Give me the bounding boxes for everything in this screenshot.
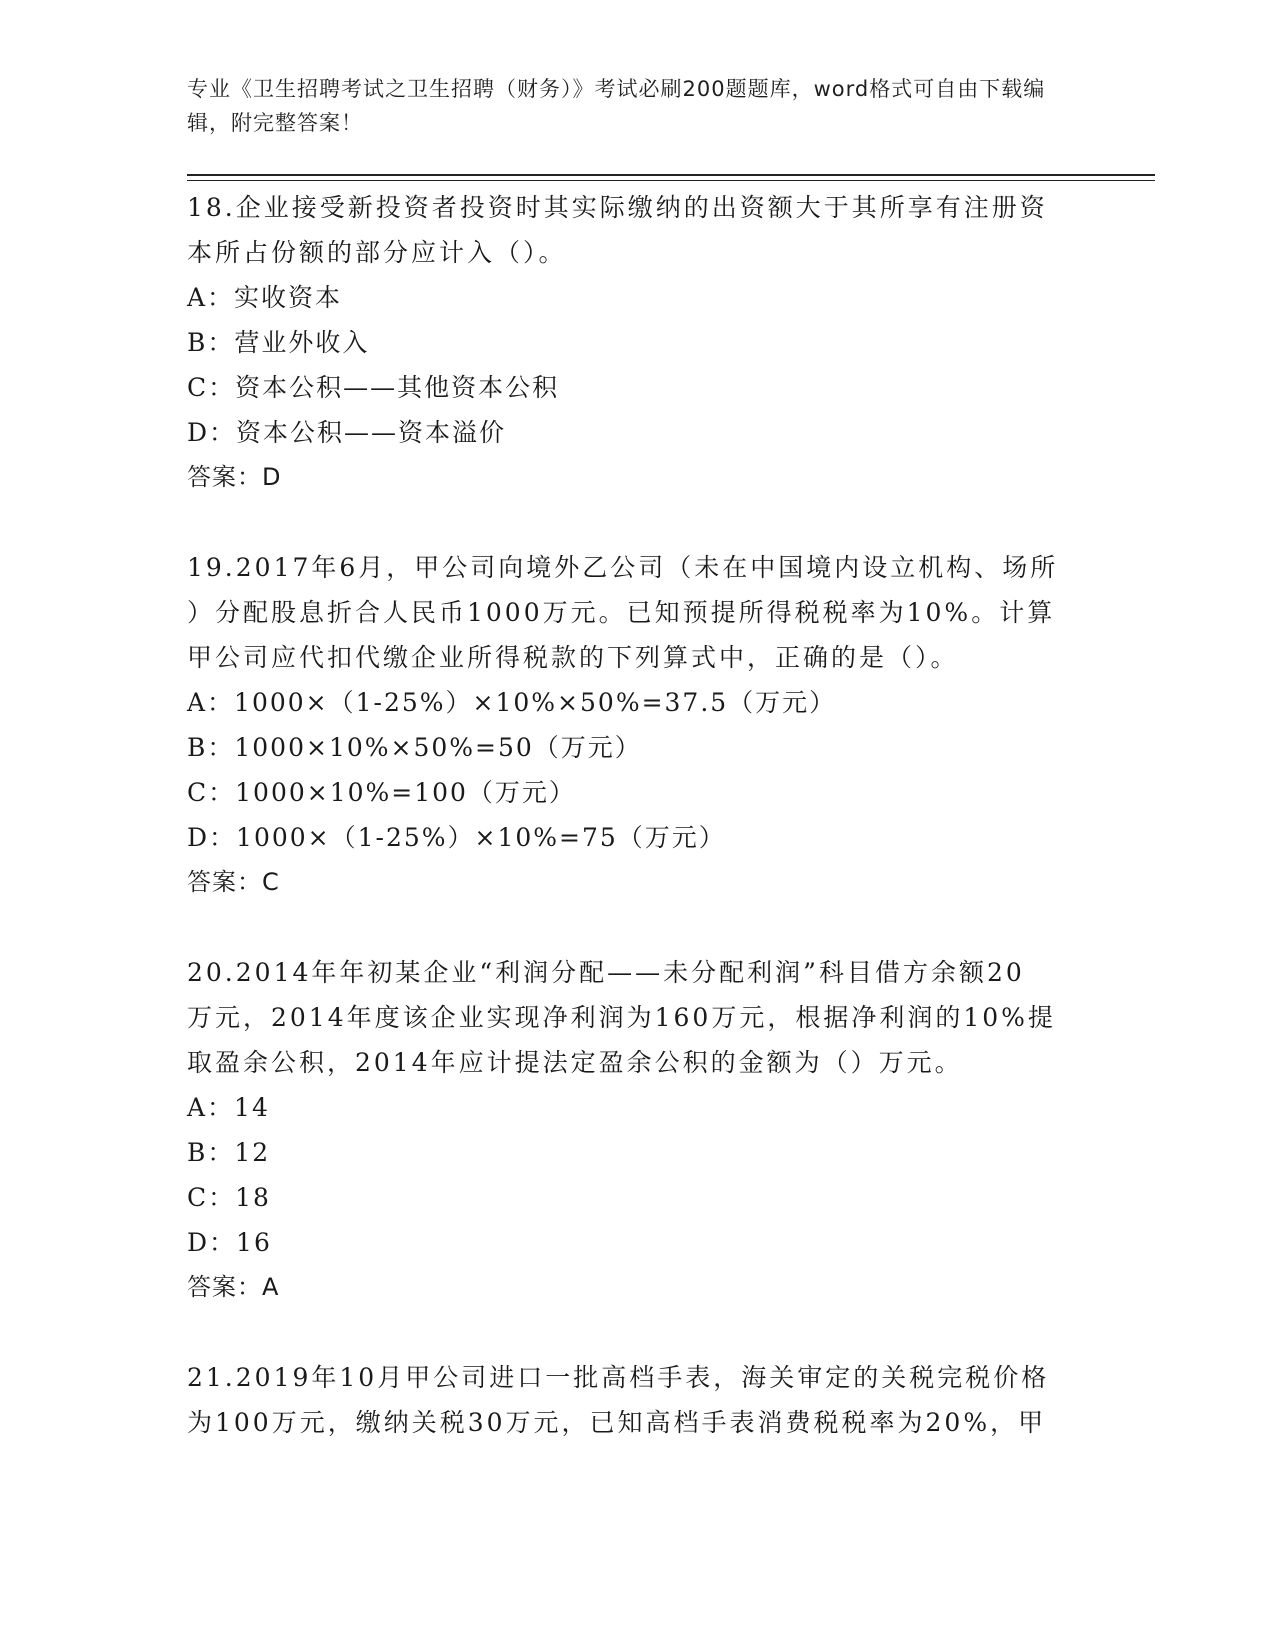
header-rule-thick <box>187 174 1155 176</box>
option-c: C：1000×10%=100（万元） <box>187 778 576 807</box>
option-b: B：1000×10%×50%=50（万元） <box>187 733 642 762</box>
option-c: C：资本公积——其他资本公积 <box>187 373 560 402</box>
question-stem-line: 甲公司应代扣代缴企业所得税款的下列算式中，正确的是（）。 <box>187 643 959 672</box>
answer: 答案：D <box>187 463 282 491</box>
option-a: A：14 <box>187 1093 270 1122</box>
question-19 <box>187 545 1087 905</box>
option-a: A：1000×（1-25%）×10%×50%=37.5（万元） <box>187 688 837 717</box>
question-stem-line: 18.企业接受新投资者投资时其实际缴纳的出资额大于其所享有注册资 <box>187 193 1048 222</box>
answer: 答案：A <box>187 1273 280 1301</box>
question-20 <box>187 950 1087 1310</box>
question-18 <box>187 185 1087 500</box>
question-stem-line: ）分配股息折合人民币1000万元。已知预提所得税税率为10%。计算 <box>187 598 1056 627</box>
question-stem-line: 21.2019年10月甲公司进口一批高档手表，海关审定的关税完税价格 <box>187 1363 1050 1392</box>
question-stem-line: 20.2014年年初某企业“利润分配——未分配利润”科目借方余额20 <box>187 958 1025 987</box>
header-rule-thin <box>187 180 1155 181</box>
option-d: D：资本公积——资本溢价 <box>187 418 507 447</box>
question-stem-line: 为100万元，缴纳关税30万元，已知高档手表消费税税率为20%，甲 <box>187 1408 1047 1437</box>
question-stem-line: 取盈余公积，2014年应计提法定盈余公积的金额为（）万元。 <box>187 1048 963 1077</box>
question-stem-line: 万元，2014年度该企业实现净利润为160万元，根据净利润的10%提 <box>187 1003 1056 1032</box>
question-spacer <box>187 500 1087 545</box>
option-c: C：18 <box>187 1183 271 1212</box>
option-d: D：1000×（1-25%）×10%=75（万元） <box>187 823 726 852</box>
option-b: B：营业外收入 <box>187 328 370 357</box>
answer: 答案：C <box>187 868 280 896</box>
question-spacer <box>187 1310 1087 1355</box>
question-stem-line: 19.2017年6月，甲公司向境外乙公司（未在中国境内设立机构、场所 <box>187 553 1059 582</box>
option-a: A：实收资本 <box>187 283 343 312</box>
question-21 <box>187 1355 1087 1445</box>
page-header: 专业《卫生招聘考试之卫生招聘（财务）》考试必刷200题题库，word格式可自由下载编辑，附完整答案！ <box>187 77 1046 135</box>
question-stem-line: 本所占份额的部分应计入（）。 <box>187 238 567 267</box>
question-spacer <box>187 905 1087 950</box>
option-b: B：12 <box>187 1138 271 1167</box>
option-d: D：16 <box>187 1228 272 1257</box>
question-list <box>187 185 1087 1445</box>
